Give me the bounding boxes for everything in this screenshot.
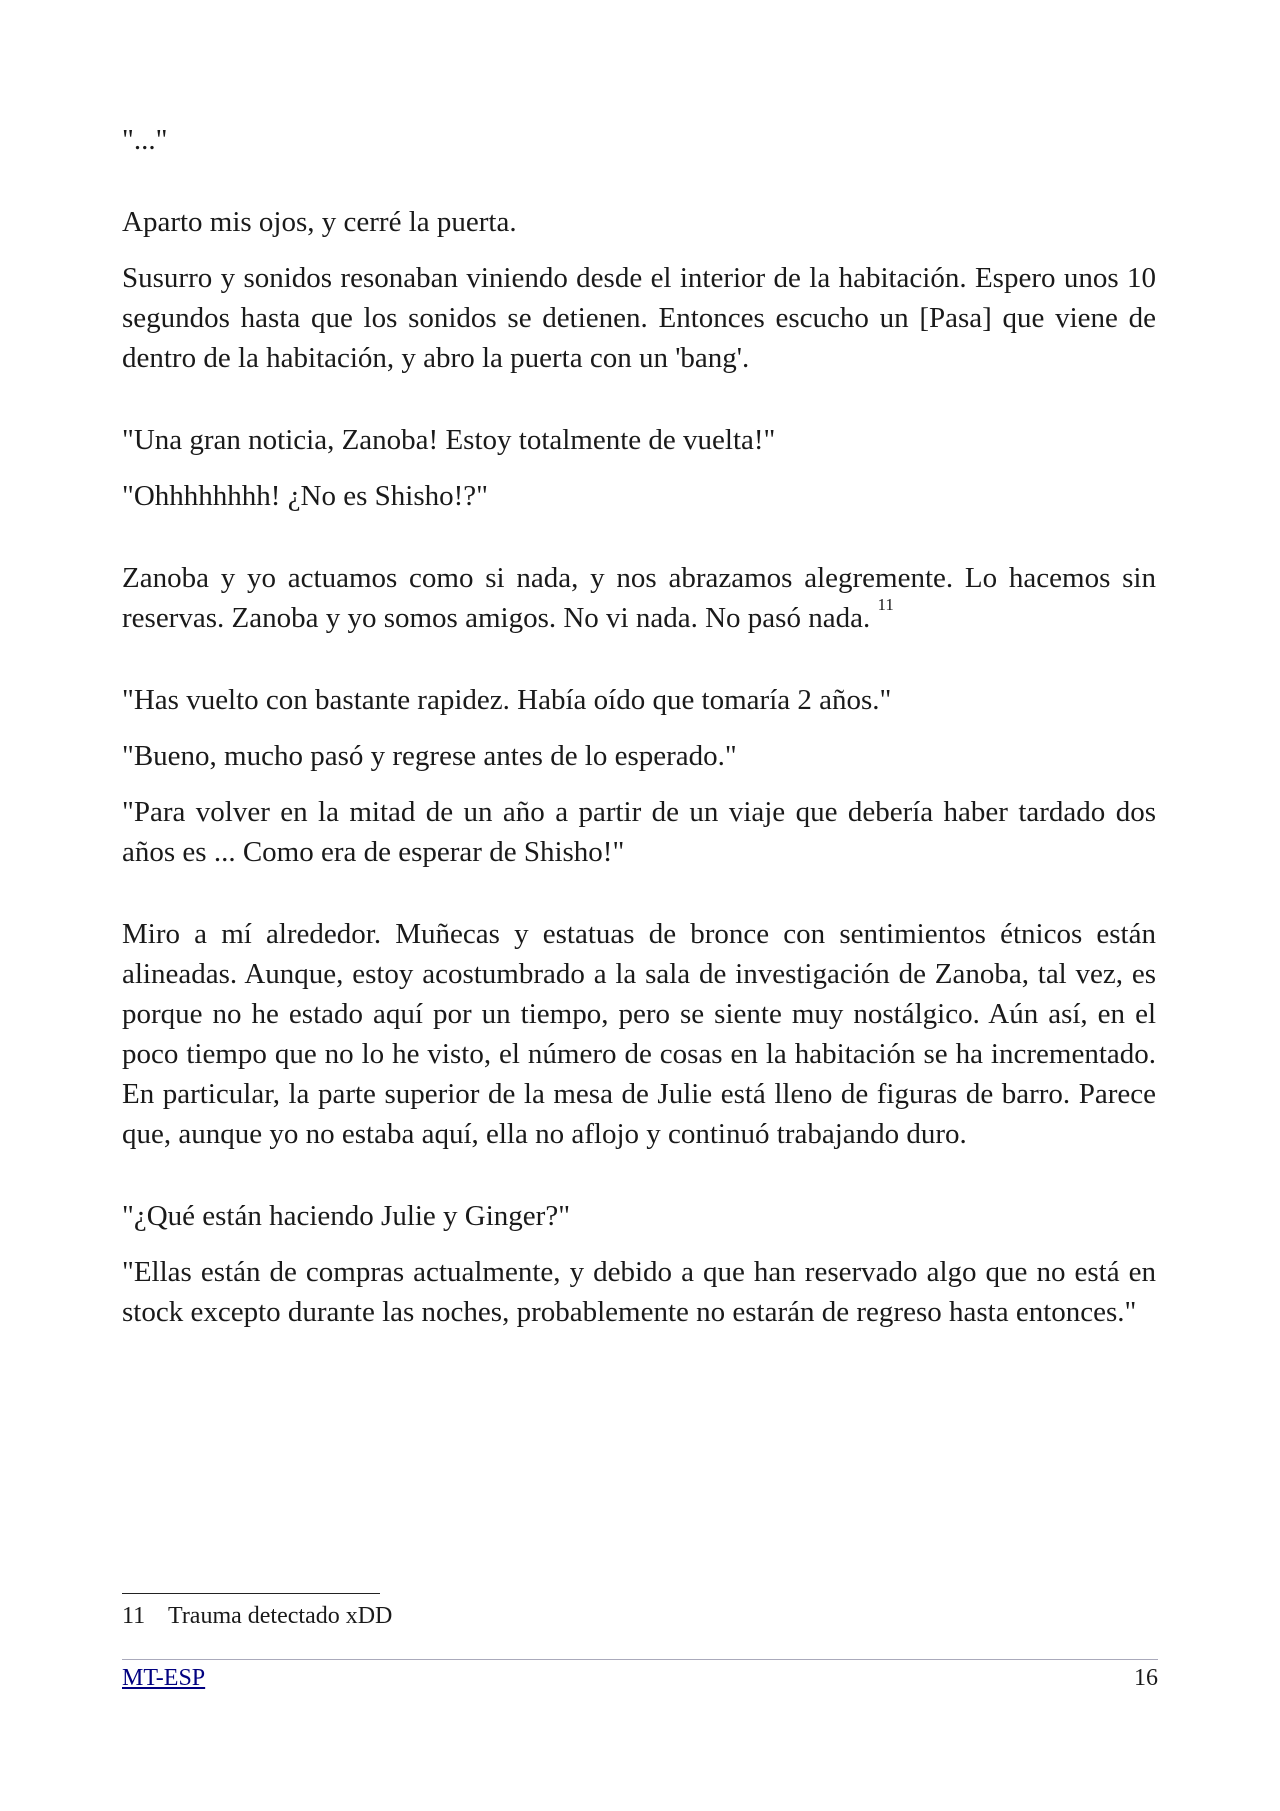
- footnote: [122, 1600, 392, 1632]
- paragraph-ellipsis: "...": [122, 124, 168, 156]
- paragraph-dialogue-shopping: "Ellas están de compras actualmente, y debido a que han reservado algo que no está en stock excepto durante las noches, probablemente no estarán de regreso hasta entonces.": [122, 1256, 1156, 1328]
- paragraph-dialogue-news: "Una gran noticia, Zanoba! Estoy totalmente de vuelta!": [122, 424, 776, 456]
- footnote-number: 11: [122, 1603, 146, 1629]
- footer-divider: [122, 1659, 1158, 1660]
- paragraph-narration-room: Miro a mí alrededor. Muñecas y estatuas de bronce con sentimientos étnicos están alineadas. Aunque, estoy acostumbrado a la sala de investigación de Zanoba, tal vez, es porque no he estado aquí por un tiempo, pero se siente muy nostálgico. Aún así, en el poco tiempo que no lo he visto, el número de cosas en la habitación se ha incrementado. En particular, la parte superior de la mesa de Julie está lleno de figuras de barro. Parece que, aunque yo no estaba aquí, ella no aflojo y continuó trabajando duro.: [122, 918, 1156, 1150]
- paragraph-narration-hug: [122, 558, 1156, 638]
- paragraph-dialogue-shisho: "Ohhhhhhhh! ¿No es Shisho!?": [122, 480, 488, 512]
- footnote-divider: [122, 1593, 380, 1594]
- footnote-reference[interactable]: 11: [877, 595, 894, 615]
- page-number: 16: [1134, 1665, 1158, 1691]
- page-body: [122, 120, 1156, 1332]
- footnote-text: Trauma detectado xDD: [168, 1603, 393, 1629]
- paragraph-dialogue-halfyear: "Para volver en la mitad de un año a partir de un viaje que debería haber tardado dos años es ... Como era de esperar de Shisho!": [122, 796, 1156, 868]
- paragraph-narration-sounds: Susurro y sonidos resonaban viniendo desde el interior de la habitación. Espero unos 10 segundos hasta que los sonidos se detienen. Entonces escucho un [Pasa] que viene de dentro de la habitación, y abro la puerta con un 'bang'.: [122, 262, 1156, 374]
- paragraph-narration-hug-text: Zanoba y yo actuamos como si nada, y nos abrazamos alegremente. Lo hacemos sin reservas. Zanoba y yo somos amigos. No vi nada. No pasó nada.: [122, 562, 1156, 634]
- paragraph-dialogue-well: "Bueno, mucho pasó y regrese antes de lo esperado.": [122, 740, 737, 772]
- footer-link[interactable]: MT-ESP: [122, 1665, 206, 1691]
- paragraph-narration-eyes: Aparto mis ojos, y cerré la puerta.: [122, 206, 517, 238]
- paragraph-dialogue-question: "¿Qué están haciendo Julie y Ginger?": [122, 1200, 571, 1232]
- paragraph-dialogue-returned: "Has vuelto con bastante rapidez. Había oído que tomaría 2 años.": [122, 684, 892, 716]
